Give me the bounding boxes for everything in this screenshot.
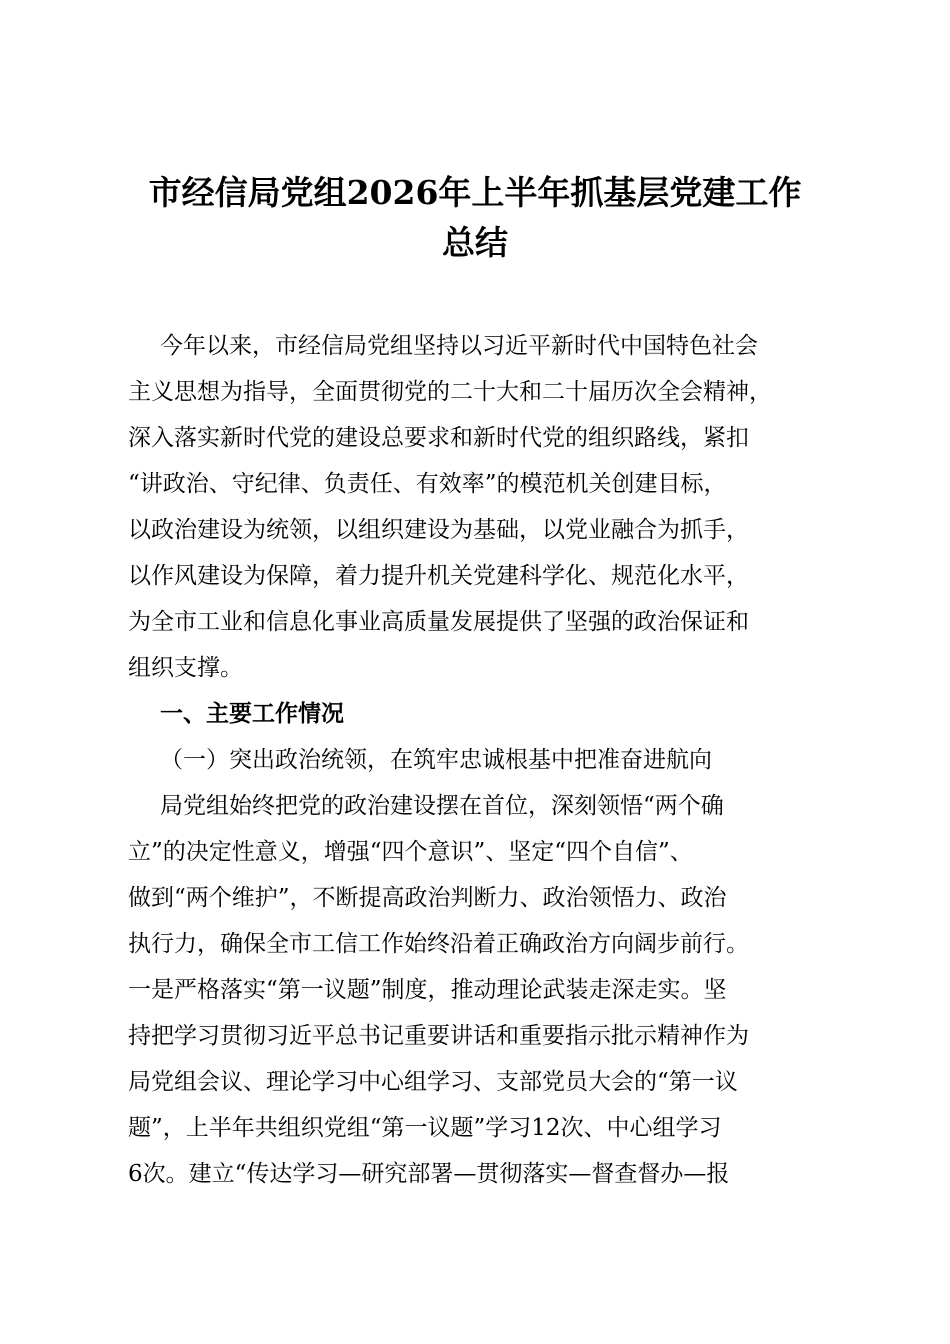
paragraph-line: 持把学习贯彻习近平总书记重要讲话和重要指示批示精神作为 — [128, 1023, 749, 1049]
paragraph-line: “讲政治、守纪律、负责任、有效率”的模范机关创建目标， — [128, 471, 727, 497]
section-heading: 一、主要工作情况 — [160, 701, 344, 727]
paragraph-line: 做到“两个维护”，不断提高政治判断力、政治领悟力、政治 — [128, 885, 727, 911]
paragraph-line: 为全市工业和信息化事业高质量发展提供了坚强的政治保证和 — [128, 609, 749, 635]
paragraph-line: 立”的决定性意义，增强“四个意识”、坚定“四个自信”、 — [128, 839, 693, 865]
paragraph-line: 今年以来，市经信局党组坚持以习近平新时代中国特色社会 — [160, 333, 758, 359]
paragraph-line: 以作风建设为保障，着力提升机关党建科学化、规范化水平， — [128, 563, 749, 589]
paragraph-line: 6次。建立“传达学习—研究部署—贯彻落实—督查督办—报 — [128, 1161, 730, 1187]
subsection-heading: （一）突出政治统领，在筑牢忠诚根基中把准奋进航向 — [160, 747, 712, 773]
document-title — [100, 168, 850, 268]
paragraph-line: 以政治建设为统领，以组织建设为基础，以党业融合为抓手， — [128, 517, 749, 543]
paragraph-line: 组织支撑。 — [128, 655, 243, 681]
paragraph-line: 题”，上半年共组织党组“第一议题”学习12次、中心组学习 — [128, 1115, 722, 1141]
paragraph-line: 一是严格落实“第一议题”制度，推动理论武装走深走实。坚 — [128, 977, 727, 1003]
paragraph-line: 执行力，确保全市工信工作始终沿着正确政治方向阔步前行。 — [128, 931, 749, 957]
title-line-1: 市经信局党组2026年上半年抓基层党建工作 — [148, 173, 802, 212]
title-line-2: 总结 — [442, 223, 508, 262]
paragraph-line: 局党组始终把党的政治建设摆在首位，深刻领悟“两个确 — [160, 793, 724, 819]
paragraph-line: 深入落实新时代党的建设总要求和新时代党的组织路线，紧扣 — [128, 425, 749, 451]
paragraph-line: 主义思想为指导，全面贯彻党的二十大和二十届历次全会精神， — [128, 379, 772, 405]
paragraph-line: 局党组会议、理论学习中心组学习、支部党员大会的“第一议 — [128, 1069, 738, 1095]
document-body — [128, 323, 838, 1197]
